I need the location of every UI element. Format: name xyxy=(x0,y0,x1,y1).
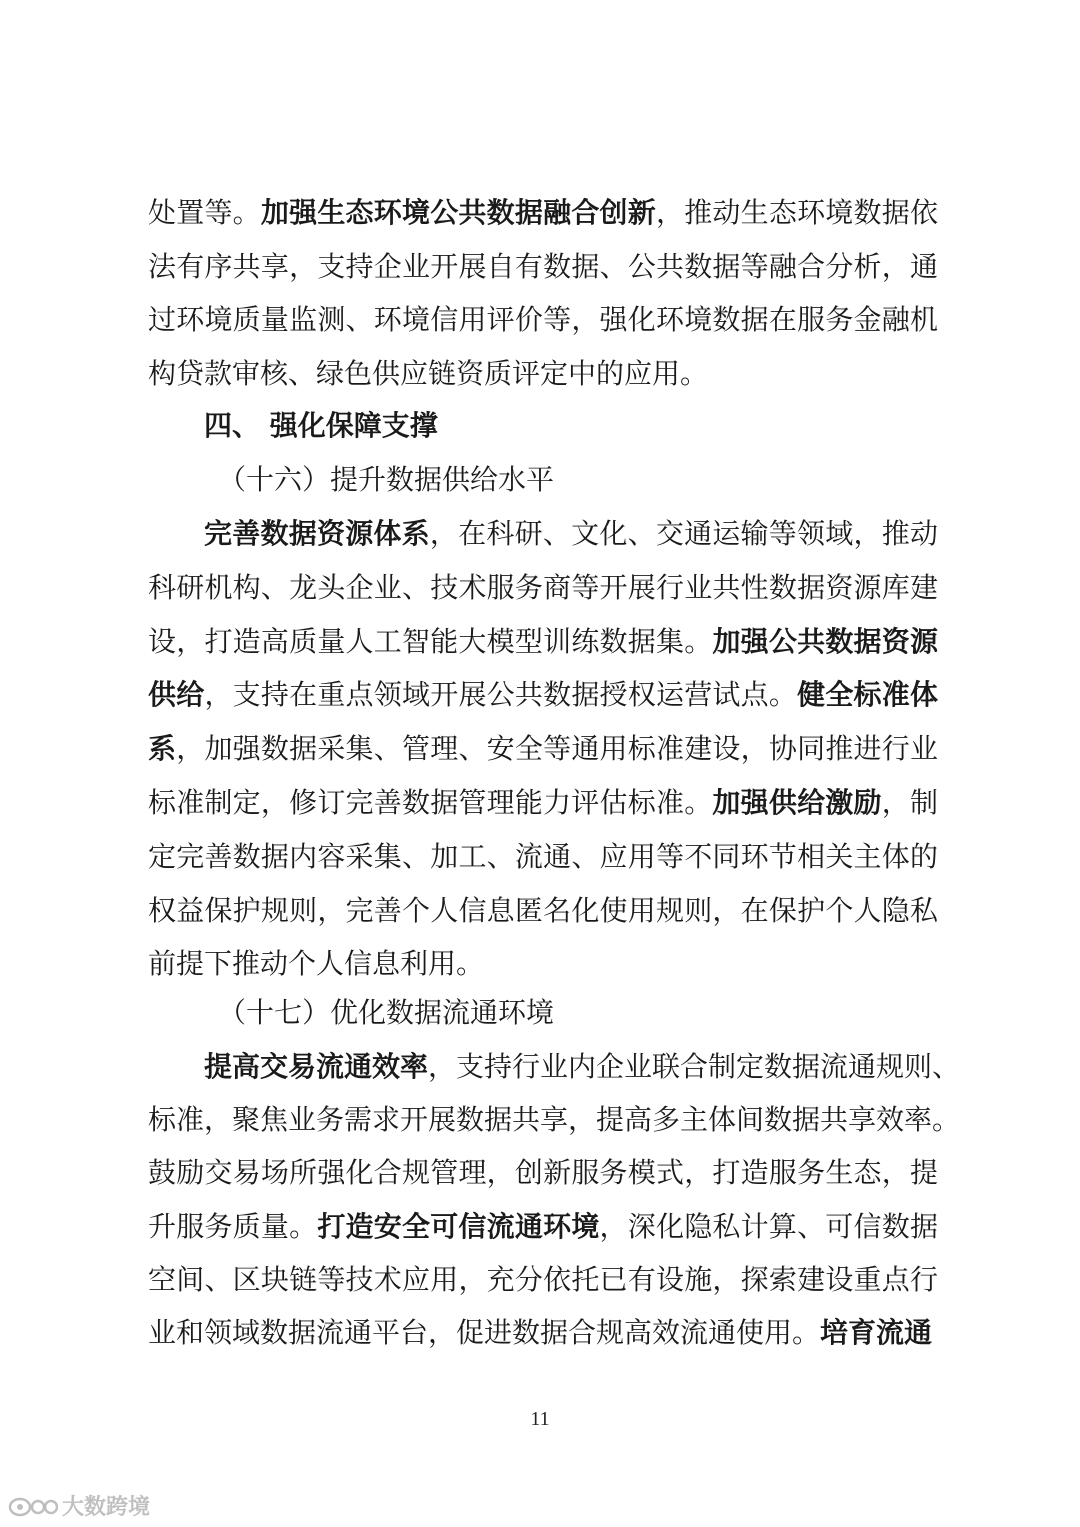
bold-lead-phrase: 加强公共数据资源 xyxy=(712,624,938,658)
text-run: 处置等。 xyxy=(148,196,261,229)
text-line xyxy=(148,1316,938,1350)
text-line xyxy=(148,732,938,766)
text-run: ，深化隐私计算、可信数据 xyxy=(599,1209,938,1243)
bold-lead-phrase: 加强供给激励 xyxy=(712,786,882,819)
text-line xyxy=(204,1050,961,1084)
text-run: 标准，聚焦业务需求开展数据共享，提高多主体间数据共享效率。 xyxy=(148,1103,961,1137)
text-line xyxy=(148,625,938,659)
text-run: 权益保护规则，完善个人信息匿名化使用规则，在保护个人隐私 xyxy=(148,893,938,927)
text-line xyxy=(148,250,938,284)
text-run: ，制 xyxy=(881,786,938,819)
text-line xyxy=(148,357,938,391)
bold-lead-phrase: 提高交易流通效率 xyxy=(204,1050,429,1083)
watermark-text: 大数跨境 xyxy=(62,1495,151,1520)
text-run: 业和领域数据流通平台，促进数据合规高效流通使用。 xyxy=(148,1316,821,1349)
text-run: 鼓励交易场所强化合规管理，创新服务模式，打造服务生态，提 xyxy=(148,1156,938,1190)
text-line xyxy=(148,840,938,874)
text-run: 标准制定，修订完善数据管理能力评估标准。 xyxy=(148,786,713,819)
text-line xyxy=(148,786,938,820)
bold-lead-phrase: 加强生态环境公共数据融合创新 xyxy=(260,196,656,229)
text-run: 构贷款审核、绿色供应链资质评定中的应用。 xyxy=(148,356,709,390)
text-line xyxy=(148,571,938,605)
text-run: 升服务质量。 xyxy=(148,1209,318,1243)
page-number: 11 xyxy=(530,1408,550,1430)
text-line xyxy=(204,517,938,551)
text-run: 设，打造高质量人工智能大模型训练数据集。 xyxy=(148,624,713,658)
subsection-16-title: （十六）提升数据供给水平 xyxy=(218,463,555,496)
bold-lead-phrase: 健全标准体 xyxy=(797,678,938,712)
text-run: 科研机构、龙头企业、技术服务商等开展行业共性数据资源库建 xyxy=(148,570,938,604)
text-line xyxy=(148,894,938,928)
text-line xyxy=(148,1156,938,1190)
text-run: 定完善数据内容采集、加工、流通、应用等不同环节相关主体的 xyxy=(148,839,938,873)
text-run: ，在科研、文化、交通运输等领域，推动 xyxy=(429,517,938,550)
text-run: 前提下推动个人信息利用。 xyxy=(148,947,485,981)
bold-lead-phrase: 打造安全可信流通环境 xyxy=(317,1209,600,1243)
watermark xyxy=(8,1490,150,1521)
text-line xyxy=(148,196,938,230)
text-run: 空间、区块链等技术应用，充分依托已有设施，探索建设重点行 xyxy=(148,1262,938,1296)
text-run: 法有序共享，支持企业开展自有数据、公共数据等融合分析，通 xyxy=(148,249,938,283)
bold-lead-phrase: 培育流通 xyxy=(820,1316,933,1349)
text-run: ，支持行业内企业联合制定数据流通规则、 xyxy=(428,1050,961,1083)
text-line xyxy=(148,678,938,712)
text-run: ，支持在重点领域开展公共数据授权运营试点。 xyxy=(204,678,798,712)
text-line xyxy=(148,1210,938,1244)
section-heading: 四、 强化保障支撑 xyxy=(204,409,438,442)
text-line xyxy=(148,303,938,337)
subsection-17-title: （十七）优化数据流通环境 xyxy=(218,996,555,1029)
text-run: ，加强数据采集、管理、安全等通用标准建设，协同推进行业 xyxy=(176,732,938,766)
text-line xyxy=(148,1263,938,1297)
bold-lead-phrase: 系 xyxy=(148,732,177,766)
bold-lead-phrase: 供给 xyxy=(148,678,205,712)
text-run: ，推动生态环境数据依 xyxy=(655,196,938,229)
weibo-eye-icon xyxy=(8,1493,58,1519)
text-line xyxy=(148,1103,961,1137)
text-run: 过环境质量监测、环境信用评价等，强化环境数据在服务金融机 xyxy=(148,303,938,336)
bold-lead-phrase: 完善数据资源体系 xyxy=(204,517,430,550)
text-line xyxy=(148,947,938,981)
